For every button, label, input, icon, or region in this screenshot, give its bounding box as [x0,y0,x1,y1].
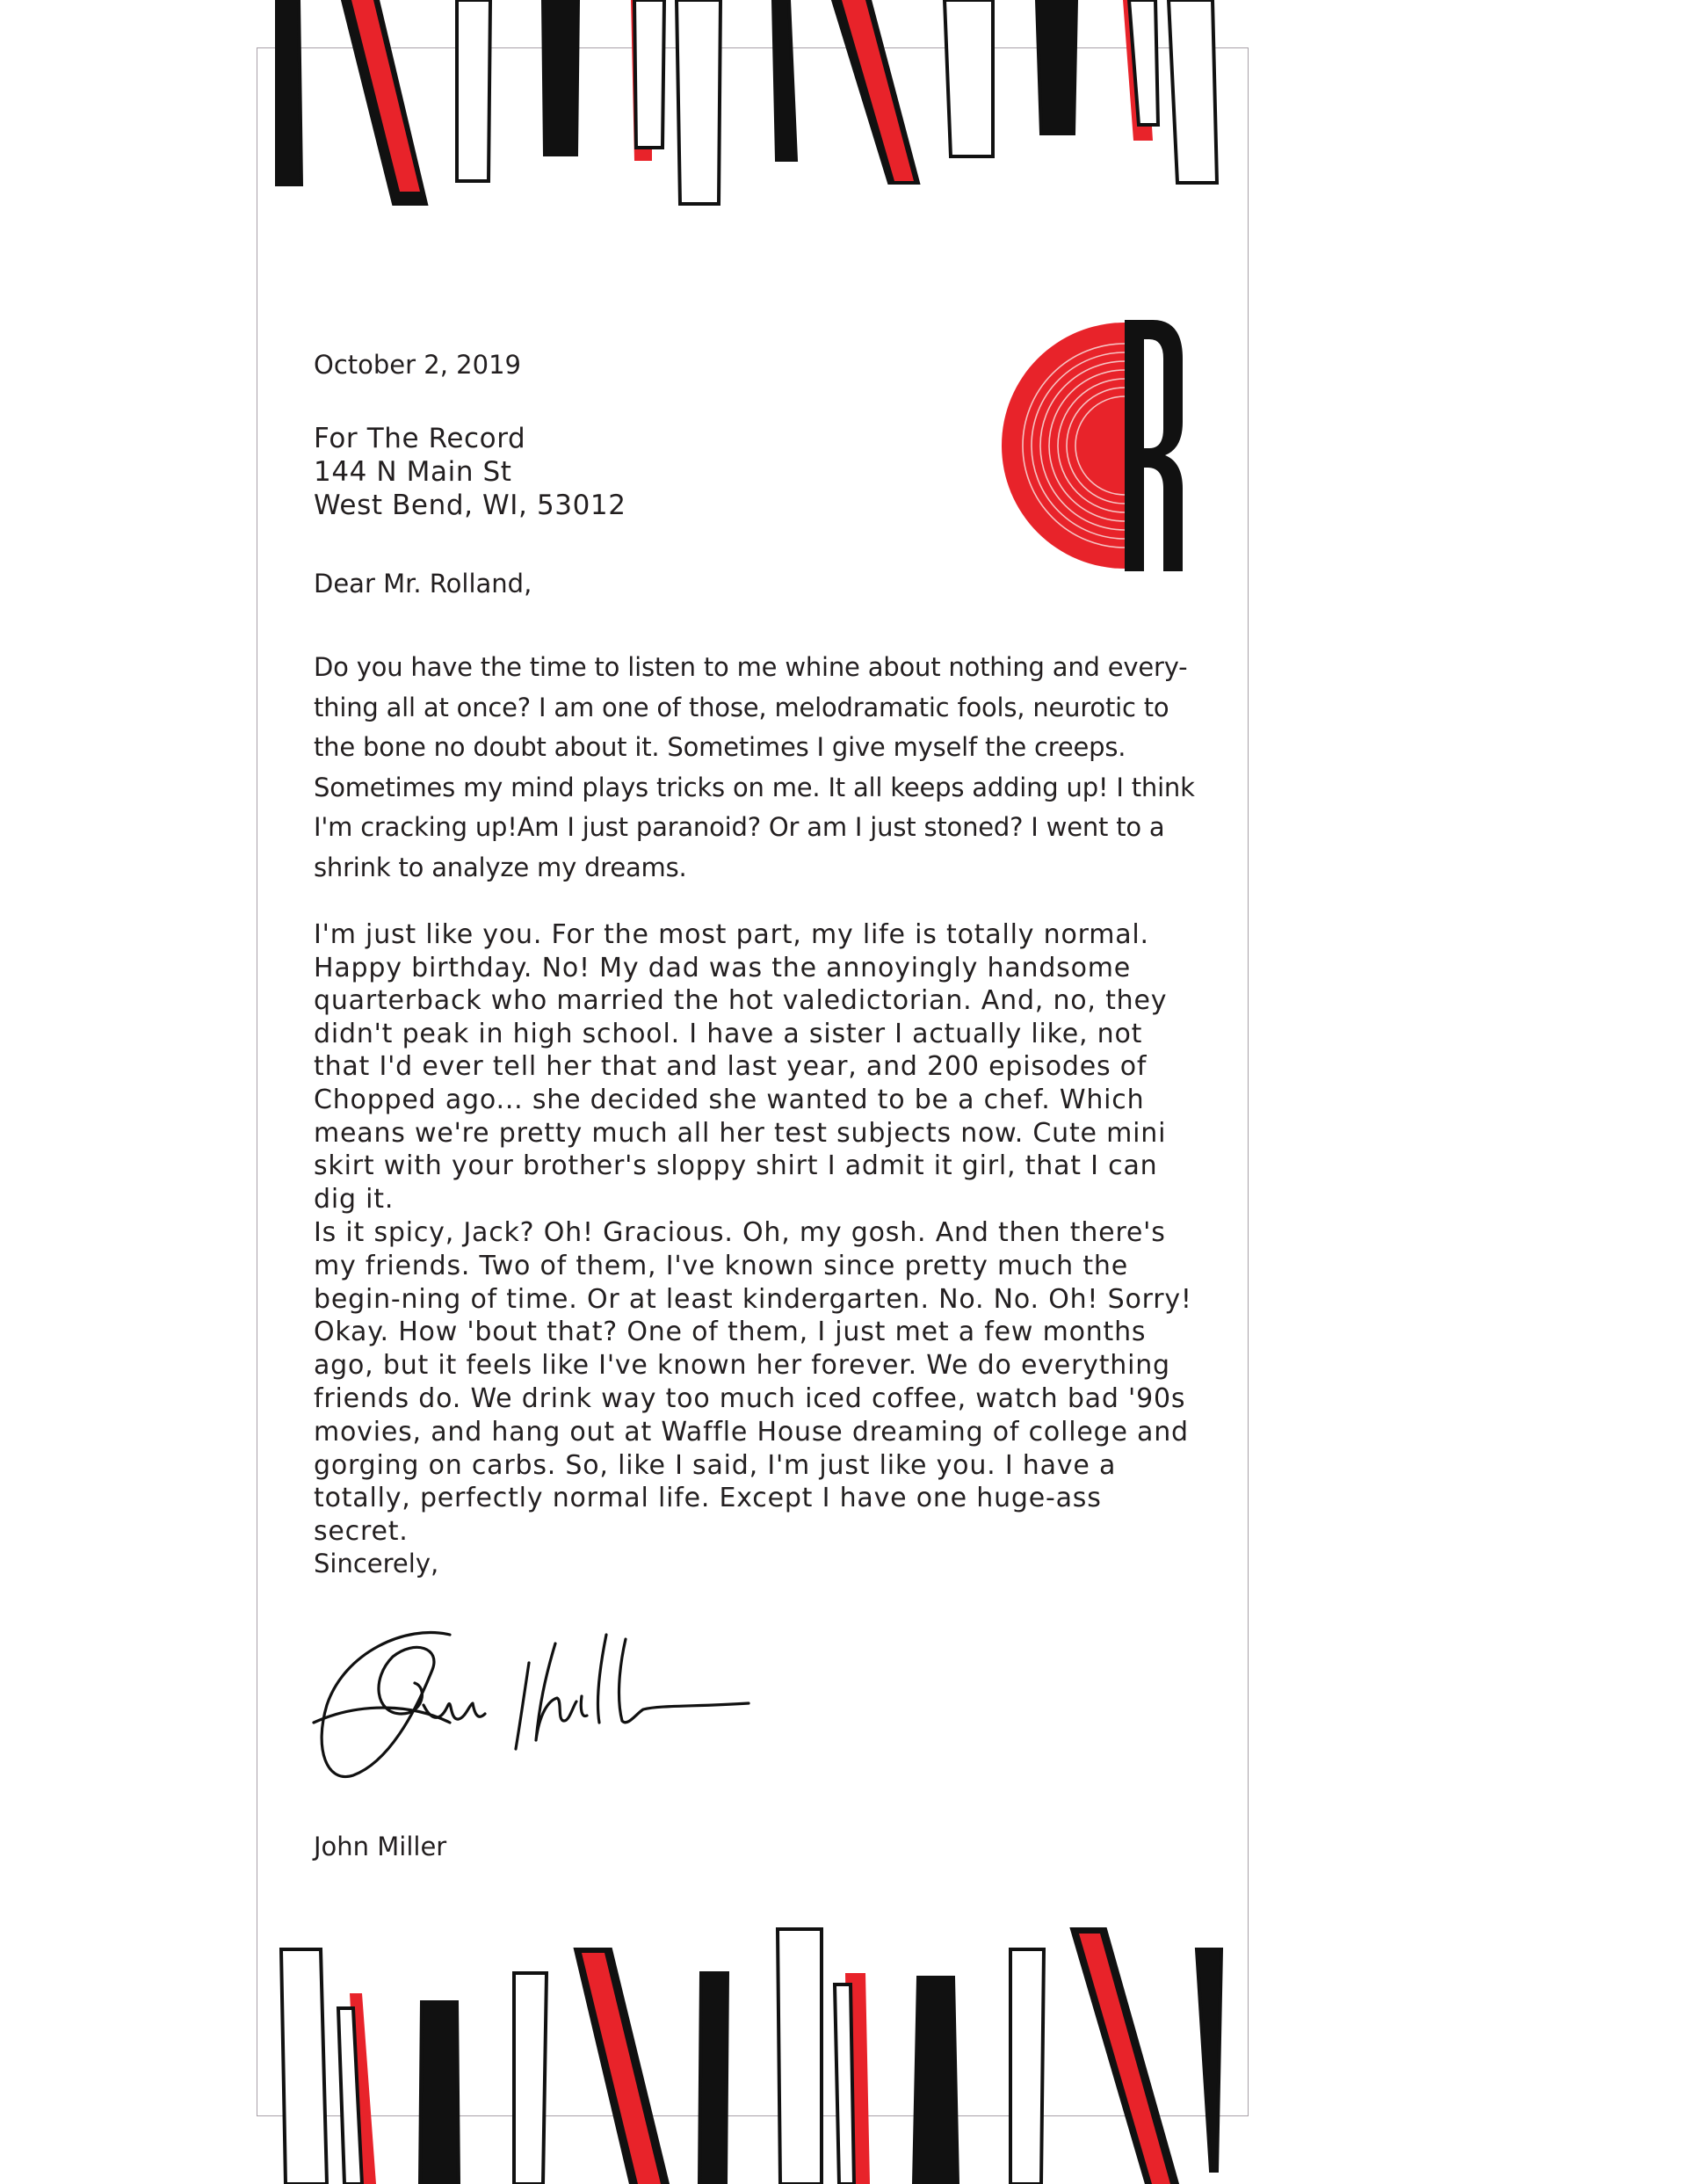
deco-bar [420,2002,459,2184]
recipient-company: For The Record [314,423,526,454]
deco-bar [699,1973,728,2184]
letter-paragraph-1: Do you have the time to listen to me whine about nothing and every-thing all at once? I am one of those, melodramatic fools, neurotic to the bone no doubt about it. Sometimes I give myself the creeps. Sometimes my mind plays tricks on me. It all keeps adding up! I think I'm cracking up!Am I just paranoid? Or am I just stoned? I went to a shrink to analyze my dreams. [314,652,1195,882]
recipient-address [314,422,626,522]
letter-salutation: Dear Mr. Rolland, [314,569,532,599]
logo-r-letter [1125,320,1183,571]
deco-bar [835,1984,854,2184]
for-the-record-logo [1002,316,1195,580]
signer-name: John Miller [314,1832,447,1861]
recipient-city: West Bend, WI, 53012 [314,490,626,521]
recipient-street: 144 N Main St [314,456,512,488]
deco-bar [281,1949,327,2184]
deco-bar [914,1977,958,2184]
handwritten-signature [309,1617,766,1793]
deco-bar [514,1973,547,2184]
letter-date: October 2, 2019 [314,350,521,380]
letter-closing: Sincerely, [314,1549,439,1578]
deco-bar [778,1929,822,2184]
deco-bar [1079,1934,1170,2184]
deco-bar [1197,1949,1221,2171]
letter-paragraph-3: Is it spicy, Jack? Oh! Gracious. Oh, my gosh. And then there's my friends. Two of them, I've known since pretty much the begin-ning of time. Or at least kindergarten. No. No. Oh! Sorry! Okay. How 'bout that? One of them, I just met a few months ago, but it feels like I've known her forever. We do everything friends do. We drink way too much iced coffee, watch bad '90s movies, and hang out at Waffle House dreaming of college and gorging on carbs. So, like I said, I'm just like you. I have a totally, perfectly normal life. Except I have one huge-ass secret. [314,1217,1192,1548]
letter-paragraph-2: I'm just like you. For the most part, my life is totally normal. Happy birthday. No! My dad was the annoyingly handsome quarterback who married the hot valedictorian. And, no, they didn't peak in high school. I have a sister I actually like, not that I'd ever tell her that and last year, and 200 episodes of Chopped ago... she decided she wanted to be a chef. Which means we're pretty much all her test subjects now. Cute mini skirt with your brother's sloppy shirt I admit it girl, that I can dig it. [314,919,1168,1215]
deco-bar [1010,1949,1044,2184]
